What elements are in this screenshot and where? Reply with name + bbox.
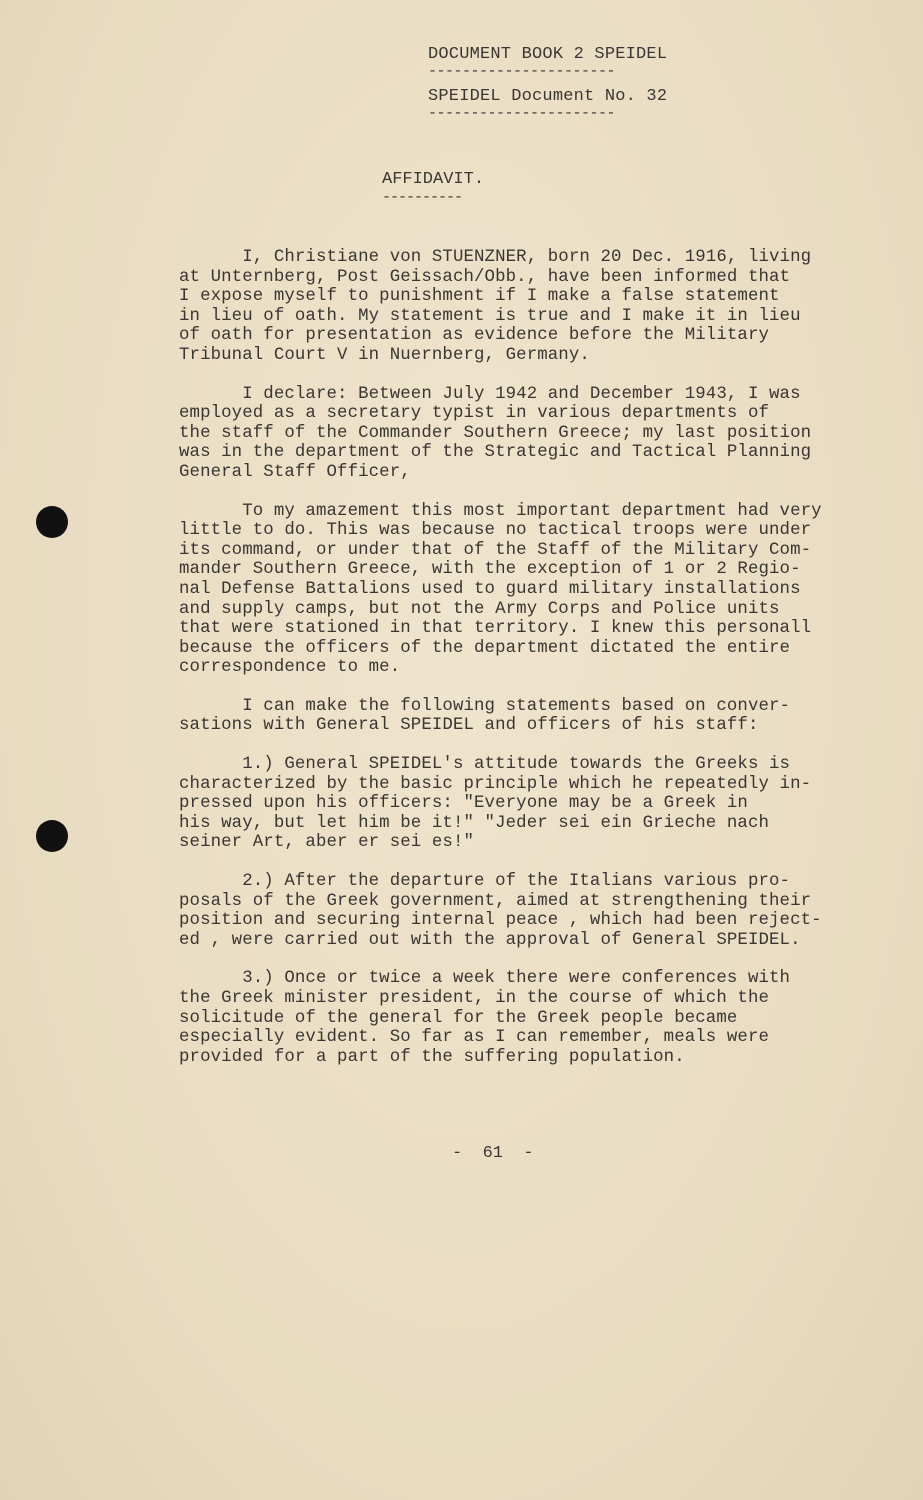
text-line: sations with General SPEIDEL and officers of his staff: [179, 716, 759, 736]
text-line: I declare: Between July 1942 and December 1943, I was [179, 384, 801, 404]
paragraph [179, 969, 899, 1067]
text-line: To my amazement this most important department had very [179, 501, 822, 521]
text-line: his way, but let him be it!" "Jeder sei ein Grieche nach [179, 813, 770, 833]
affidavit-title-rule: ---------- [382, 189, 463, 206]
punch-hole-bottom [36, 820, 68, 852]
page-number: - 61 - [452, 1144, 534, 1163]
text-line: mander Southern Greece, with the exception of 1 or 2 Regio- [179, 560, 801, 580]
text-line: pressed upon his officers: "Everyone may be a Greek in [179, 794, 748, 814]
text-line: I expose myself to punishment if I make a false statement [179, 287, 780, 307]
text-line: General Staff Officer, [179, 462, 411, 482]
paragraph [179, 248, 899, 366]
header-rule-2: ---------------------- [428, 105, 616, 122]
text-line: characterized by the basic principle which he repeatedly in- [179, 774, 812, 794]
text-line: posals of the Greek government, aimed at strengthening their [179, 891, 812, 911]
text-line: provided for a part of the suffering population. [179, 1047, 685, 1067]
text-line: the staff of the Commander Southern Greece; my last position [179, 423, 812, 443]
text-line: ed , were carried out with the approval of General SPEIDEL. [179, 930, 801, 950]
text-line: of oath for presentation as evidence before the Military [179, 326, 770, 346]
paragraph [179, 697, 899, 736]
document-header [428, 44, 708, 120]
punch-hole-top [36, 506, 68, 538]
text-line: 3.) Once or twice a week there were conferences with [179, 969, 791, 989]
text-line: because the officers of the department dictated the entire [179, 638, 791, 658]
text-line: its command, or under that of the Staff of the Military Com- [179, 540, 812, 560]
paragraph [179, 755, 899, 853]
document-number-label: SPEIDEL Document No. 32 [428, 87, 668, 106]
text-line: solicitude of the general for the Greek people became [179, 1008, 738, 1028]
text-line: I, Christiane von STUENZNER, born 20 Dec. 1916, living [179, 248, 812, 267]
text-line: position and securing internal peace , which had been reject- [179, 911, 822, 931]
text-line: especially evident. So far as I can remember, meals were [179, 1028, 770, 1048]
text-line: nal Defense Battalions used to guard military installations [179, 579, 801, 599]
paragraph [179, 872, 899, 950]
header-rule-1: ---------------------- [428, 63, 616, 80]
text-line: was in the department of the Strategic and Tactical Planning [179, 443, 812, 463]
paragraph [179, 385, 899, 483]
affidavit-body [179, 248, 899, 1086]
text-line: Tribunal Court V in Nuernberg, Germany. [179, 345, 590, 365]
text-line: and supply camps, but not the Army Corps and Police units [179, 599, 780, 619]
text-line: seiner Art, aber er sei es!" [179, 833, 475, 853]
document-book-label: DOCUMENT BOOK 2 SPEIDEL [428, 45, 668, 64]
text-line: at Unternberg, Post Geissach/Obb., have been informed that [179, 267, 791, 287]
text-line: the Greek minister president, in the course of which the [179, 989, 770, 1008]
text-line: that were stationed in that territory. I knew this personall [179, 619, 812, 639]
text-line: 2.) After the departure of the Italians various pro- [179, 872, 791, 892]
text-line: little to do. This was because no tactical troops were under [179, 521, 812, 541]
text-line: correspondence to me. [179, 658, 401, 678]
paragraph [179, 502, 899, 678]
text-line: 1.) General SPEIDEL's attitude towards the Greeks is [179, 755, 791, 775]
affidavit-title: AFFIDAVIT. [382, 170, 485, 189]
text-line: employed as a secretary typist in various departments of [179, 404, 770, 424]
text-line: I can make the following statements based on conver- [179, 696, 791, 716]
text-line: in lieu of oath. My statement is true and I make it in lieu [179, 306, 801, 326]
